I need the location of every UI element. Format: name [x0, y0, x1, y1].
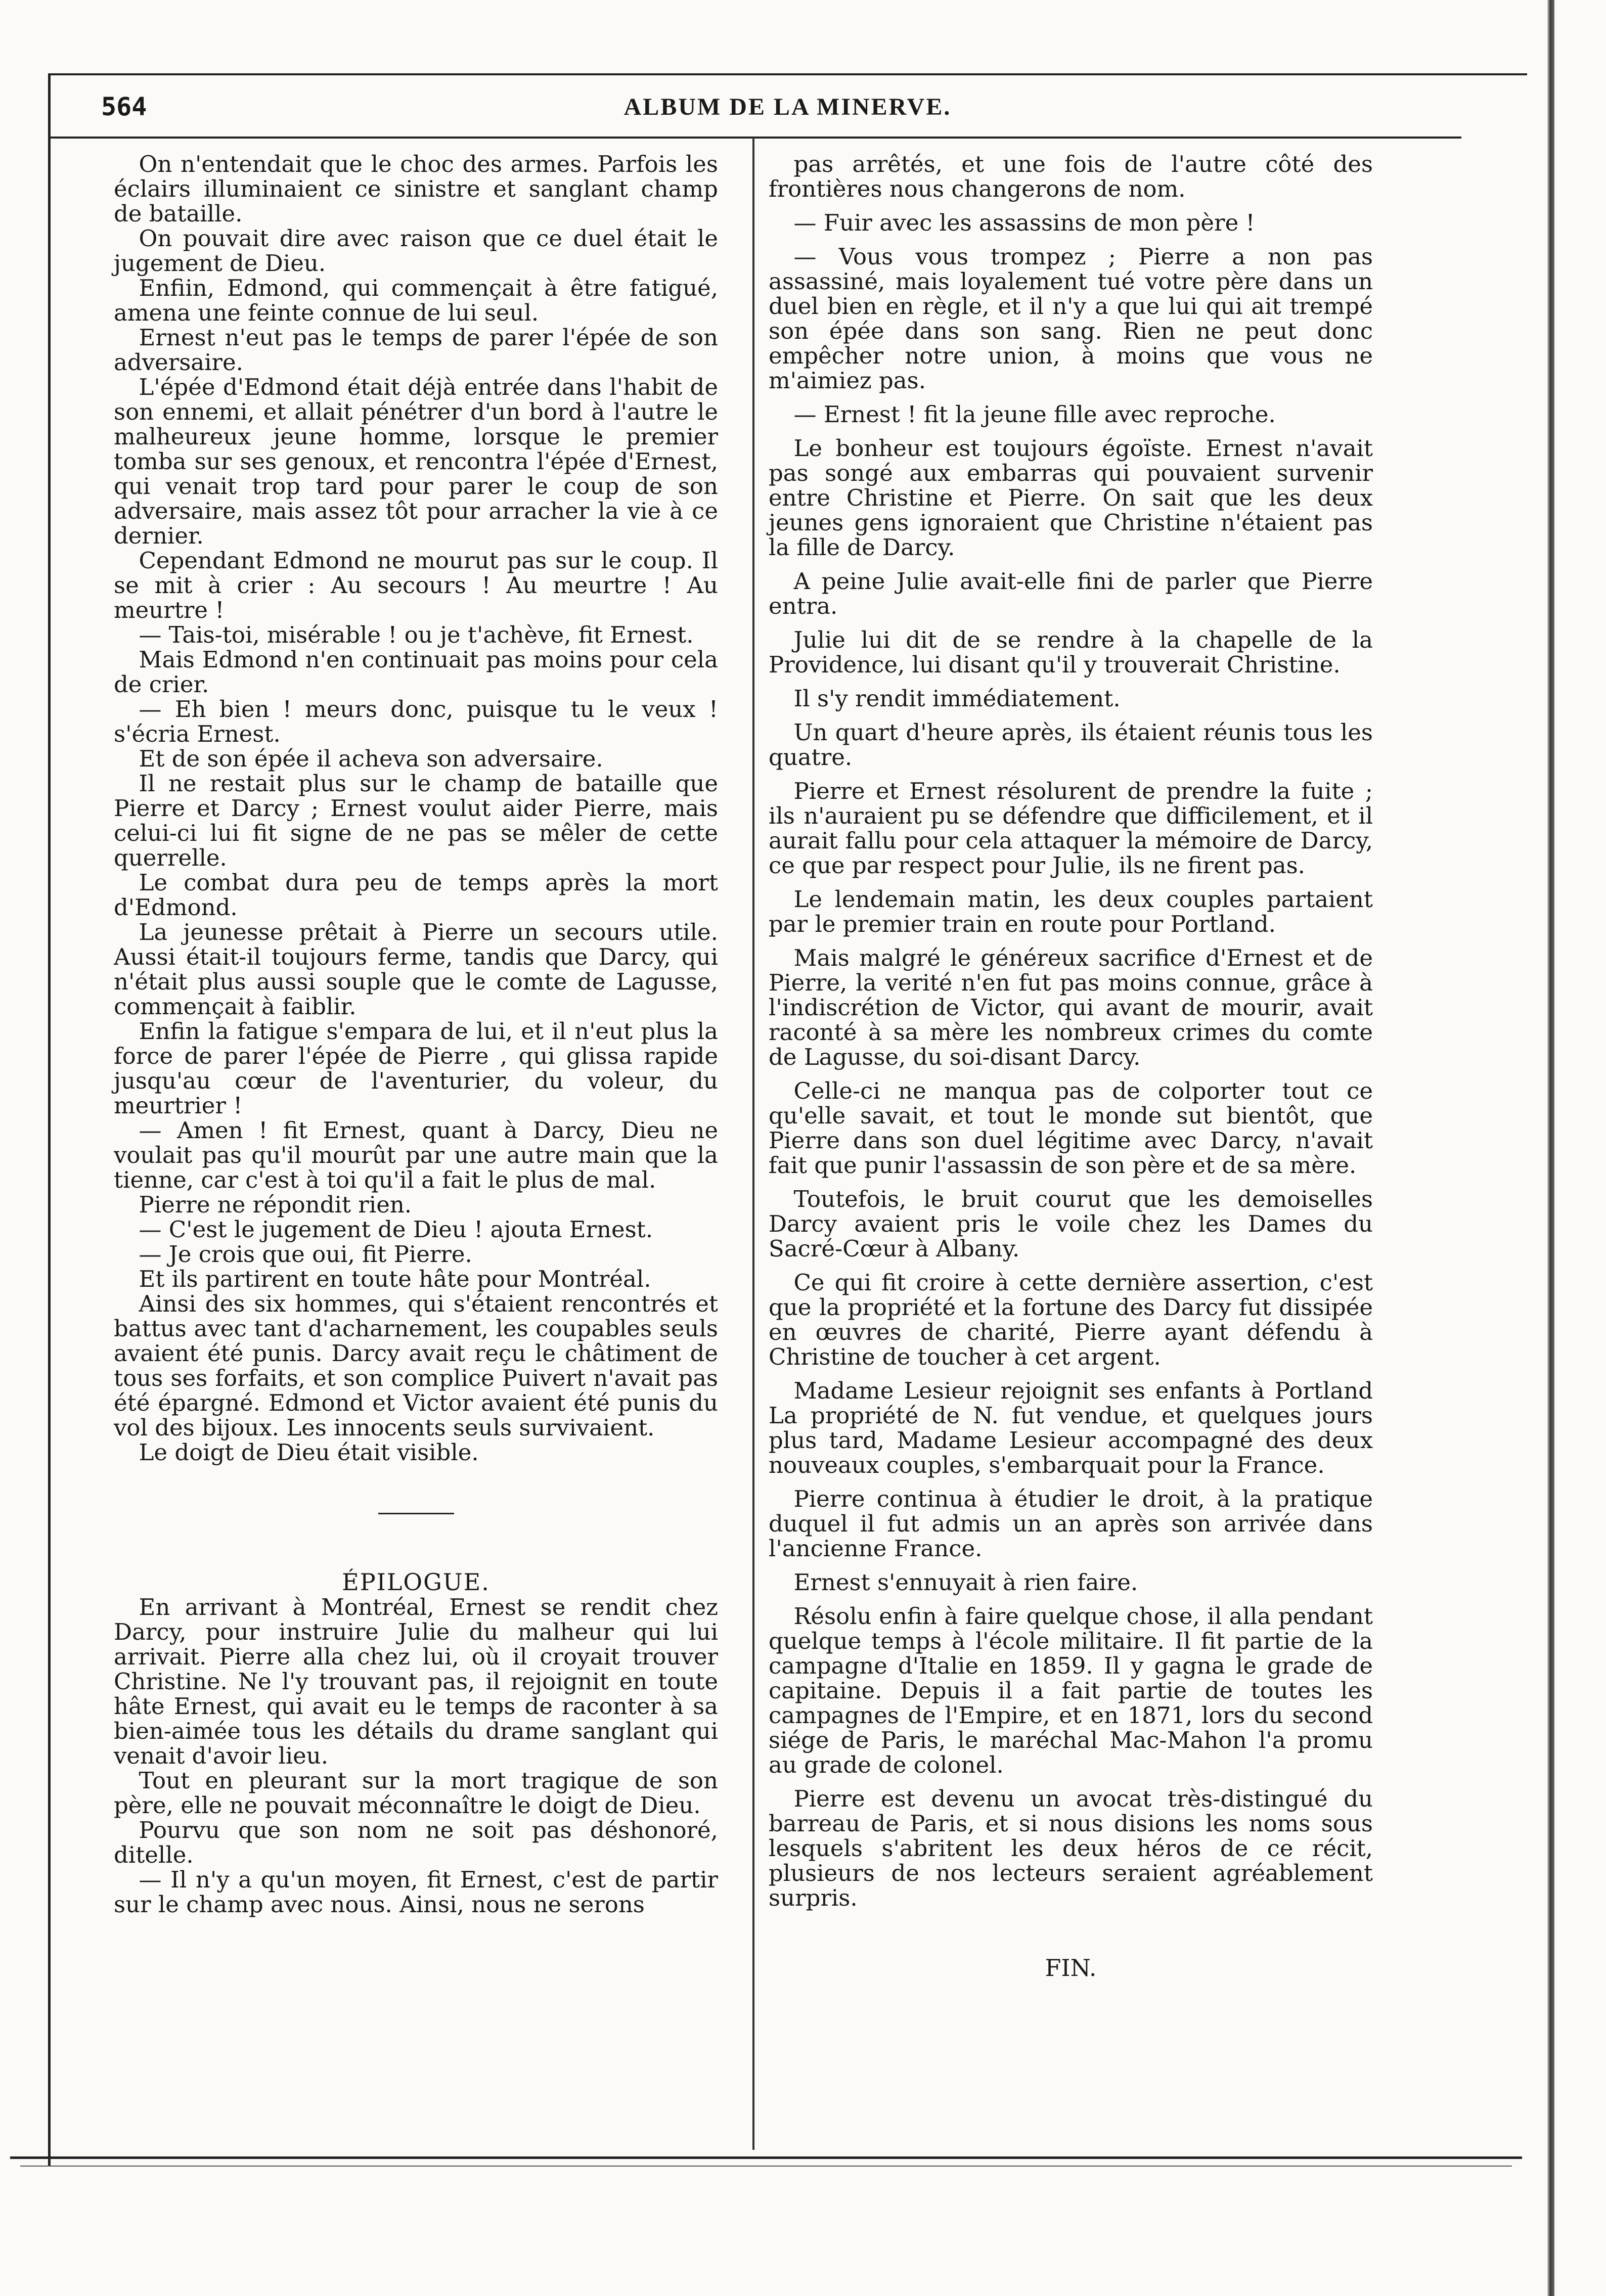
- paragraph: Cependant Edmond ne mourut pas sur le coup. Il se mit à crier : Au secours ! Au meurtre ! Au meurtre !: [114, 547, 718, 623]
- paragraph: Ernest n'eut pas le temps de parer l'épée de son adversaire.: [114, 324, 718, 376]
- paragraph: Ainsi des six hommes, qui s'étaient rencontrés et battus avec tant d'acharnement, les coupables seuls avaient été punis. Darcy avait reçu le châtiment de tous ses forfaits, et son complice Puivert n'avait pas été épargné. Edmond et Victor avaient été punis du vol des bijoux. Les innocents seuls survivaient.: [114, 1290, 718, 1441]
- paragraph: Pierre continua à étudier le droit, à la pratique duquel il fut admis un an après son arrivée dans l'ancienne France.: [769, 1485, 1373, 1562]
- paragraph: — Eh bien ! meurs donc, puisque tu le veux ! s'écria Ernest.: [114, 696, 718, 747]
- paragraph: — Ernest ! fit la jeune fille avec reproche.: [793, 401, 1276, 428]
- footer-rule: [10, 2156, 1522, 2159]
- paragraph: Il ne restait plus sur le champ de bataille que Pierre et Darcy ; Ernest voulut aider Pierre, mais celui-ci lui fit signe de ne pas se mêler de cette querrelle.: [114, 770, 718, 871]
- scan-edge-shadow: [1547, 0, 1554, 2296]
- epilogue-heading: ÉPILOGUE.: [342, 1568, 490, 1596]
- running-title: ALBUM DE LA MINERVE.: [623, 94, 952, 120]
- paragraph: Ce qui fit croire à cette dernière assertion, c'est que la propriété et la fortune des Darcy fut dissipée en œuvres de charité, Pierre ayant défendu à Christine de toucher à cet argent.: [769, 1269, 1373, 1370]
- paragraph: Madame Lesieur rejoignit ses enfants à Portland La propriété de N. fut vendue, et quelques jours plus tard, Madame Lesieur accompagné des deux nouveaux couples, s'embarquait pour la France.: [769, 1377, 1373, 1478]
- paragraph: L'épée d'Edmond était déjà entrée dans l'habit de son ennemi, et allait pénétrer d'un bord à l'autre le malheureux jeune homme, lorsque le premier tomba sur ses genoux, et rencontra l'épée d'Ernest, qui venait trop tard pour parer le coup de son adversaire, mais assez tôt pour arracher la vie à ce dernier.: [114, 374, 718, 549]
- paragraph: A peine Julie avait-elle fini de parler que Pierre entra.: [769, 568, 1373, 619]
- paragraph: Pourvu que son nom ne soit pas déshonoré, ditelle.: [114, 1817, 718, 1868]
- page-header: [51, 81, 1525, 137]
- page-number: 564: [101, 92, 147, 121]
- paragraph: Mais Edmond n'en continuait pas moins pour cela de crier.: [114, 646, 718, 698]
- paragraph: En arrivant à Montréal, Ernest se rendit chez Darcy, pour instruire Julie du malheur qui lui arrivait. Pierre alla chez lui, où il croyait trouver Christine. Ne l'y trouvant pas, il rejoignit en toute hâte Ernest, qui avait eu le temps de raconter à sa bien-aimée tous les détails du drame sanglant qui venait d'avoir lieu.: [114, 1594, 718, 1769]
- left-text-after-epilogue: [114, 1595, 718, 1917]
- paragraph: Enfiin, Edmond, qui commençait à être fatigué, amena une feinte connue de lui seul.: [114, 275, 718, 326]
- paragraph: Ernest s'ennuyait à rien faire.: [793, 1569, 1138, 1596]
- paragraph: Le lendemain matin, les deux couples partaient par le premier train en route pour Portland.: [769, 886, 1373, 937]
- paragraph: pas arrêtés, et une fois de l'autre côté des frontières nous changerons de nom.: [769, 151, 1373, 202]
- paragraph: — Vous vous trompez ; Pierre a non pas assassiné, mais loyalement tué votre père dans un duel bien en règle, et il n'y a que lui qui ait trempé son épée dans son sang. Rien ne peut donc empêcher notre union, à moins que vous ne m'aimiez pas.: [769, 243, 1373, 394]
- left-column: [114, 152, 718, 1917]
- paragraph: La jeunesse prêtait à Pierre un secours utile. Aussi était-il toujours ferme, tandis que Darcy, qui n'était plus aussi souple que le comte de Lagusse, commençait à faiblir.: [114, 919, 718, 1020]
- paragraph: Pierre et Ernest résolurent de prendre la fuite ; ils n'auraient pu se défendre que difficilement, et il aurait fallu pour cela attaquer la mémoire de Darcy, ce que par respect pour Julie, ils ne firent pas.: [769, 778, 1373, 879]
- paragraph: Mais malgré le généreux sacrifice d'Ernest et de Pierre, la verité n'en fut pas moins connue, grâce à l'indiscrétion de Victor, qui avant de mourir, avait raconté à sa mère les nombreux crimes du comte de Lagusse, du soi-disant Darcy.: [769, 944, 1373, 1070]
- paragraph: — Il n'y a qu'un moyen, fit Ernest, c'est de partir sur le champ avec nous. Ainsi, nous ne serons: [114, 1866, 718, 1918]
- paragraph: Et ils partirent en toute hâte pour Montréal.: [139, 1266, 651, 1292]
- paragraph: Celle-ci ne manqua pas de colporter tout ce qu'elle savait, et tout le monde sut bientôt, que Pierre dans son duel légitime avec Darcy, n'avait fait que punir l'assassin de son père et de sa mère.: [769, 1077, 1373, 1179]
- paragraph: Pierre ne répondit rien.: [139, 1191, 412, 1218]
- paragraph: Le bonheur est toujours égoïste. Ernest n'avait pas songé aux embarras qui pouvaient survenir entre Christine et Pierre. On sait que les deux jeunes gens ignoraient que Christine n'étaient pas la fille de Darcy.: [769, 435, 1373, 561]
- paragraph: Et de son épée il acheva son adversaire.: [139, 745, 603, 772]
- paragraph: — Amen ! fit Ernest, quant à Darcy, Dieu ne voulait pas qu'il mourût par une autre main que la tienne, car c'est à toi qu'il a fait le plus de mal.: [114, 1117, 718, 1193]
- paragraph: Il s'y rendit immédiatement.: [793, 685, 1121, 712]
- paragraph: — C'est le jugement de Dieu ! ajouta Ernest.: [139, 1216, 653, 1243]
- paragraph: On pouvait dire avec raison que ce duel était le jugement de Dieu.: [114, 225, 718, 277]
- footer-rule-thin: [20, 2166, 1512, 2167]
- paragraph: Résolu enfin à faire quelque chose, il alla pendant quelque temps à l'école militaire. Il fit partie de la campagne d'Italie en 1859. Il y gagna le grade de capitaine. Depuis il a fait partie de toutes les campagnes de l'Empire, et en 1871, lors du second siége de Paris, le maréchal Mac-Mahon l'a promu au grade de colonel.: [769, 1603, 1373, 1778]
- paragraph: Toutefois, le bruit courut que les demoiselles Darcy avaient pris le voile chez les Dames du Sacré-Cœur à Albany.: [769, 1186, 1373, 1262]
- paragraph: — Tais-toi, misérable ! ou je t'achève, fit Ernest.: [139, 621, 694, 648]
- right-text: [769, 152, 1373, 1910]
- paragraph: — Fuir avec les assassins de mon père !: [793, 209, 1255, 236]
- paragraph: Tout en pleurant sur la mort tragique de son père, elle ne pouvait méconnaître le doigt de Dieu.: [114, 1767, 718, 1819]
- end-mark: FIN.: [1045, 1954, 1097, 1982]
- section-rule: [378, 1513, 454, 1514]
- header-rule: [51, 137, 1461, 139]
- paragraph: Pierre est devenu un avocat très-distingué du barreau de Paris, et si nous disions les noms sous lesquels s'abritent les deux héros de ce récit, plusieurs de nos lecteurs seraient agréablement surpris.: [769, 1785, 1373, 1911]
- paragraph: Le combat dura peu de temps après la mort d'Edmond.: [114, 869, 718, 921]
- paragraph: Julie lui dit de se rendre à la chapelle de la Providence, lui disant qu'il y trouverait Christine.: [769, 626, 1373, 678]
- column-divider: [752, 138, 754, 2150]
- paragraph: — Je crois que oui, fit Pierre.: [139, 1241, 472, 1268]
- paragraph: On n'entendait que le choc des armes. Parfois les éclairs illuminaient ce sinistre et sanglant champ de bataille.: [114, 151, 718, 227]
- right-column: [769, 152, 1373, 1980]
- paragraph: Enfin la fatigue s'empara de lui, et il n'eut plus la force de parer l'épée de Pierre , qui glissa rapide jusqu'au cœur de l'aventurier, du voleur, du meurtrier !: [114, 1018, 718, 1119]
- paragraph: Le doigt de Dieu était visible.: [139, 1439, 479, 1466]
- paragraph: Un quart d'heure après, ils étaient réunis tous les quatre.: [769, 719, 1373, 771]
- left-text-before-epilogue: [114, 152, 718, 1465]
